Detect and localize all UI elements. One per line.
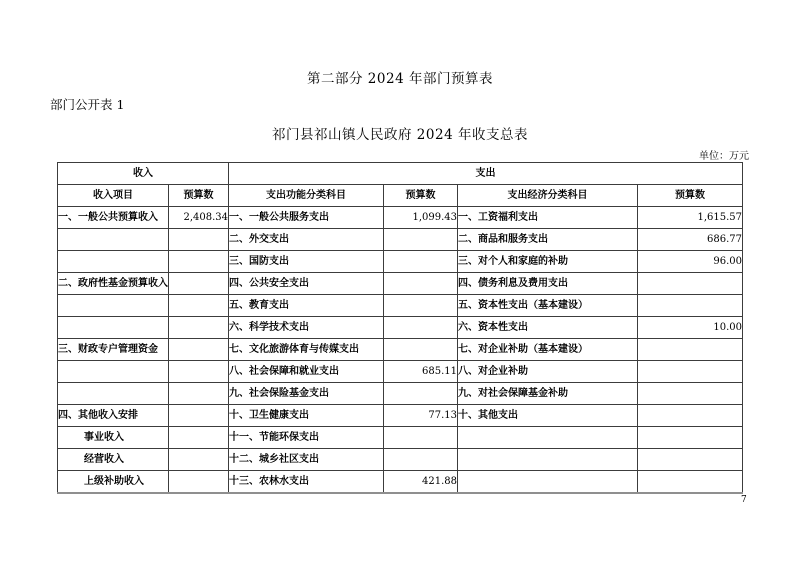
table-row <box>58 317 743 339</box>
table-row <box>58 471 743 494</box>
income-item-cell: 事业收入 <box>58 427 169 449</box>
table-title: 祁门县祁山镇人民政府 2024 年收支总表 <box>272 127 528 143</box>
economic-item-cell: 五、资本性支出（基本建设） <box>458 295 638 317</box>
income-budget-cell <box>169 251 229 273</box>
col-header-economic-budget: 预算数 <box>638 185 743 207</box>
income-group-header: 收入 <box>58 163 229 185</box>
economic-item-cell: 七、对企业补助（基本建设） <box>458 339 638 361</box>
table-row <box>58 273 743 295</box>
table-body <box>58 207 743 494</box>
economic-budget-cell: 96.00 <box>638 251 743 273</box>
income-item-cell <box>58 295 169 317</box>
economic-budget-cell <box>638 339 743 361</box>
table-row <box>58 295 743 317</box>
income-item-cell <box>58 251 169 273</box>
economic-budget-cell <box>638 471 743 494</box>
economic-budget-cell <box>638 449 743 471</box>
col-header-income-item: 收入项目 <box>58 185 169 207</box>
function-budget-cell <box>384 229 458 251</box>
table-row <box>58 207 743 229</box>
economic-budget-cell <box>638 405 743 427</box>
income-budget-cell <box>169 273 229 295</box>
income-budget-cell <box>169 471 229 494</box>
function-item-cell: 一、一般公共服务支出 <box>229 207 384 229</box>
function-budget-cell: 1,099.43 <box>384 207 458 229</box>
function-budget-cell <box>384 427 458 449</box>
income-item-cell <box>58 229 169 251</box>
economic-budget-cell: 1,615.57 <box>638 207 743 229</box>
income-item-cell <box>58 317 169 339</box>
table-row <box>58 405 743 427</box>
income-item-cell <box>58 361 169 383</box>
table-row <box>58 339 743 361</box>
function-budget-cell: 421.88 <box>384 471 458 494</box>
function-item-cell: 三、国防支出 <box>229 251 384 273</box>
col-header-function-budget: 预算数 <box>384 185 458 207</box>
economic-item-cell: 三、对个人和家庭的补助 <box>458 251 638 273</box>
page-number: 7 <box>741 495 747 505</box>
economic-budget-cell <box>638 427 743 449</box>
function-item-cell: 十一、节能环保支出 <box>229 427 384 449</box>
group-header-row <box>58 163 743 185</box>
economic-budget-cell: 10.00 <box>638 317 743 339</box>
function-budget-cell <box>384 449 458 471</box>
function-item-cell: 四、公共安全支出 <box>229 273 384 295</box>
table-row <box>58 251 743 273</box>
economic-item-cell <box>458 449 638 471</box>
col-header-function-item: 支出功能分类科目 <box>229 185 384 207</box>
function-item-cell: 十、卫生健康支出 <box>229 405 384 427</box>
income-budget-cell <box>169 339 229 361</box>
economic-item-cell: 一、工资福利支出 <box>458 207 638 229</box>
function-item-cell: 五、教育支出 <box>229 295 384 317</box>
income-item-cell <box>58 383 169 405</box>
col-header-economic-item: 支出经济分类科目 <box>458 185 638 207</box>
economic-item-cell: 二、商品和服务支出 <box>458 229 638 251</box>
function-item-cell: 九、社会保险基金支出 <box>229 383 384 405</box>
income-item-cell: 四、其他收入安排 <box>58 405 169 427</box>
table-row <box>58 427 743 449</box>
section-title: 第二部分 2024 年部门预算表 <box>307 71 493 87</box>
col-header-income-budget: 预算数 <box>169 185 229 207</box>
economic-item-cell: 十、其他支出 <box>458 405 638 427</box>
function-item-cell: 六、科学技术支出 <box>229 317 384 339</box>
economic-item-cell: 六、资本性支出 <box>458 317 638 339</box>
unit-note: 单位：万元 <box>699 151 749 162</box>
economic-item-cell <box>458 471 638 494</box>
expense-group-header: 支出 <box>229 163 743 185</box>
income-budget-cell <box>169 229 229 251</box>
income-item-cell: 三、财政专户管理资金 <box>58 339 169 361</box>
income-budget-cell <box>169 449 229 471</box>
economic-budget-cell <box>638 295 743 317</box>
function-item-cell: 十二、城乡社区支出 <box>229 449 384 471</box>
function-budget-cell: 77.13 <box>384 405 458 427</box>
income-budget-cell <box>169 405 229 427</box>
economic-budget-cell: 686.77 <box>638 229 743 251</box>
economic-budget-cell <box>638 273 743 295</box>
income-budget-cell <box>169 383 229 405</box>
function-item-cell: 十三、农林水支出 <box>229 471 384 494</box>
function-budget-cell <box>384 251 458 273</box>
income-item-cell: 上级补助收入 <box>58 471 169 494</box>
table-row <box>58 361 743 383</box>
income-item-cell: 一、一般公共预算收入 <box>58 207 169 229</box>
table-row <box>58 229 743 251</box>
income-item-cell: 经营收入 <box>58 449 169 471</box>
economic-item-cell: 八、对企业补助 <box>458 361 638 383</box>
table-label: 部门公开表 1 <box>50 97 125 112</box>
function-budget-cell <box>384 383 458 405</box>
function-item-cell: 七、文化旅游体育与传媒支出 <box>229 339 384 361</box>
income-budget-cell <box>169 295 229 317</box>
income-item-cell: 二、政府性基金预算收入 <box>58 273 169 295</box>
function-item-cell: 八、社会保障和就业支出 <box>229 361 384 383</box>
economic-budget-cell <box>638 361 743 383</box>
income-budget-cell <box>169 317 229 339</box>
income-budget-cell <box>169 427 229 449</box>
function-budget-cell: 685.11 <box>384 361 458 383</box>
function-budget-cell <box>384 273 458 295</box>
function-item-cell: 二、外交支出 <box>229 229 384 251</box>
economic-budget-cell <box>638 383 743 405</box>
function-budget-cell <box>384 295 458 317</box>
budget-table <box>57 162 743 494</box>
economic-item-cell: 四、债务利息及费用支出 <box>458 273 638 295</box>
income-budget-cell <box>169 361 229 383</box>
function-budget-cell <box>384 339 458 361</box>
table-row <box>58 383 743 405</box>
income-budget-cell: 2,408.34 <box>169 207 229 229</box>
economic-item-cell: 九、对社会保障基金补助 <box>458 383 638 405</box>
table-row <box>58 449 743 471</box>
column-header-row <box>58 185 743 207</box>
economic-item-cell <box>458 427 638 449</box>
function-budget-cell <box>384 317 458 339</box>
